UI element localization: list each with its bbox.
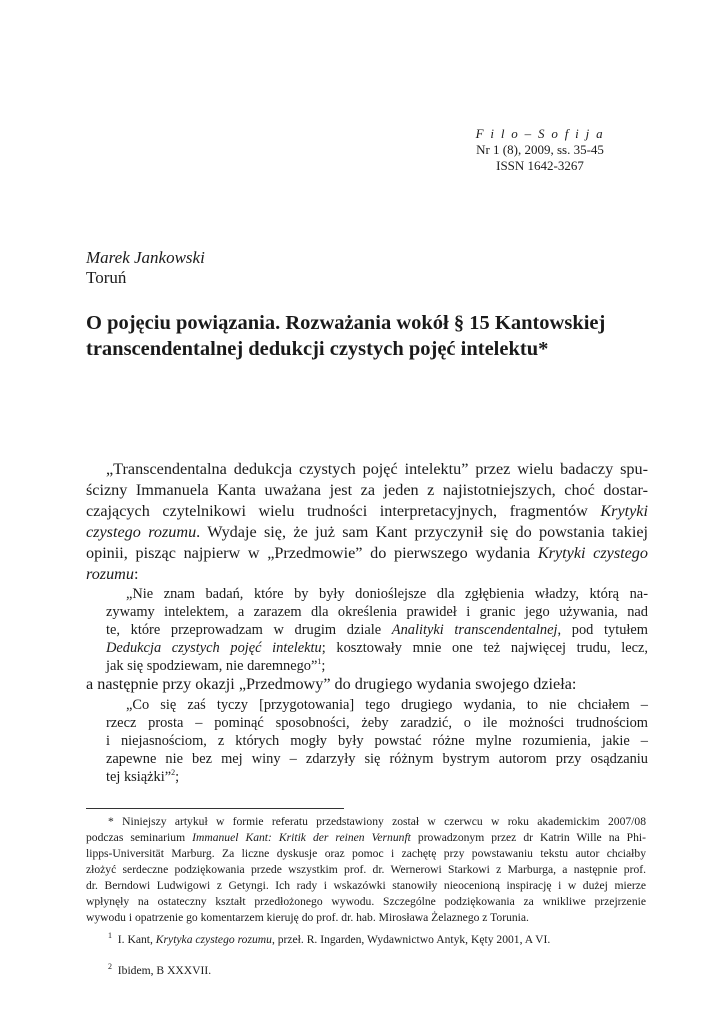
quote1-line-1 xyxy=(106,585,648,603)
fn-star-line-7 xyxy=(86,910,646,926)
intro-line-5 xyxy=(86,543,648,564)
quote1-text-4a: Dedukcja czystych pojęć intelektu xyxy=(106,640,322,656)
footnote-1 xyxy=(86,932,646,948)
footnote-ref-2[interactable]: 2 xyxy=(171,768,176,778)
fn-star-line-6 xyxy=(86,894,646,910)
fn1-number: 1 xyxy=(108,931,112,941)
intro-text-4a: czystego rozumu xyxy=(86,523,197,541)
journal-header xyxy=(440,126,640,174)
intro-text-5b: Krytyki czystego xyxy=(537,544,648,562)
fn2-text: Ibidem, B XXXVII. xyxy=(117,964,212,977)
fn1-line xyxy=(86,932,646,948)
fn2-line xyxy=(86,963,646,979)
fn-star-text-7: wywodu i opatrzenie go komentarzem kieruję do prof. dr. hab. Mirosława Żelaznego z Torunia. xyxy=(86,911,529,924)
quote1-text-5: jak się spodziewam, nie daremnego” xyxy=(106,658,318,674)
footnote-2 xyxy=(86,963,646,979)
quote2-text-1: „Co się zaś tyczy [przygotowania] tego drugiego wydania, to nie chciałem – xyxy=(126,697,648,713)
quote1-text-3b: Analityki transcendentalnej xyxy=(391,622,558,638)
fn-star-text-3: lipps-Universität Marburg. Za liczne dyskusje oraz pomoc i zachętę przy powstawaniu tekstu autor chciałby xyxy=(86,847,646,860)
quote1-text-5-end: ; xyxy=(321,658,326,674)
author-affiliation: Toruń xyxy=(86,268,127,287)
author-block xyxy=(86,248,205,288)
fn1-text-c: , przeł. R. Ingarden, Wydawnictwo Antyk, Kęty 2001, A VI. xyxy=(271,933,551,946)
fn-star-text-6: wpłynęły na ostateczny kształt przedłożonego wywodu. Szczególne podziękowania za wnikliwe przejrzenie xyxy=(86,895,646,908)
fn-star-line-1 xyxy=(86,814,646,830)
quote2-text-5: tej książki” xyxy=(106,769,172,785)
intro-text-3a: czających czytelnikowi wielu trudności interpretacyjnych, fragmentów xyxy=(86,502,601,520)
intro-text-6a: rozumu xyxy=(86,565,134,583)
quote2-line-3 xyxy=(106,732,648,750)
quote2-line-5 xyxy=(106,768,648,786)
quote1-text-3c: , pod tytułem xyxy=(557,622,649,638)
fn1-text-b: Krytyka czystego rozumu xyxy=(155,933,272,946)
intro-line-1 xyxy=(86,459,648,480)
block-quote-2 xyxy=(86,696,648,786)
quote2-text-5-end: ; xyxy=(175,769,180,785)
footnote-divider xyxy=(86,808,344,809)
intro-text-2: ścizny Immanuela Kanta uważana jest za jeden z najistotniejszych, choć dostar- xyxy=(86,481,648,499)
quote1-text-3a: te, które przeprowadzam w drugim dziale xyxy=(106,622,392,638)
quote2-line-4 xyxy=(106,750,648,768)
block-quote-1 xyxy=(86,585,648,675)
fn-star-line-2 xyxy=(86,830,646,846)
intro-line-6 xyxy=(86,564,648,585)
quote2-text-2: rzecz prosta – pominąć sposobności, żeby zaradzić, o ile możności trudnościom xyxy=(106,715,648,731)
fn-star-text-1: * Niniejszy artykuł w formie referatu przedstawiony został w czerwcu w roku akademickim 2007/08 xyxy=(108,815,646,828)
quote2-text-4: zapewne nie bez mej winy – zdarzyły się różnym bystrym autorom przy osądzaniu xyxy=(106,751,648,767)
title-line-1: O pojęciu powiązania. Rozważania wokół § 15 Kantowskiej xyxy=(86,312,606,334)
intro-text-5a: opinii, pisząc najpierw w „Przedmowie” do pierwszego wydania xyxy=(86,544,538,562)
quote1-text-1: „Nie znam badań, które by były donioślejsze dla zgłębienia władzy, którą na- xyxy=(126,586,648,602)
bridge-paragraph xyxy=(86,674,648,695)
footnote-star xyxy=(86,814,646,926)
quote2-line-2 xyxy=(106,714,648,732)
quote2-text-3: i niejasnościom, z których mogły były powstać różne mylne rozumienia, jakie – xyxy=(106,733,648,749)
article-title xyxy=(86,310,646,362)
intro-text-1: „Transcendentalna dedukcja czystych pojęć intelektu” przez wielu badaczy spu- xyxy=(106,460,648,478)
quote1-line-5 xyxy=(106,657,648,675)
fn-star-text-2c: prowadzonym przez dr Katrin Wille na Phi- xyxy=(410,831,646,844)
bridge-line: a następnie przy okazji „Przedmowy” do drugiego wydania swojego dzieła: xyxy=(86,675,577,693)
intro-line-4 xyxy=(86,522,648,543)
intro-text-4b: . Wydaje się, że już sam Kant przyczynił się do powstania takiej xyxy=(196,523,649,541)
fn-star-text-5: dr. Berndowi Ludwigowi z Getyngi. Ich rady i wskazówki stanowiły nieocenioną inspirację i w dużej mierze xyxy=(86,879,646,892)
fn1-text-a: I. Kant, xyxy=(117,933,156,946)
intro-line-3 xyxy=(86,501,648,522)
footnote-ref-1[interactable]: 1 xyxy=(317,657,322,667)
fn-star-line-5 xyxy=(86,878,646,894)
quote1-text-2: zywamy intelektem, a zarazem dla określenia prawideł i granic jego używania, nad xyxy=(106,604,648,620)
fn-star-text-2b: Immanuel Kant: Kritik der reinen Vernunft xyxy=(192,831,411,844)
intro-text-6b: : xyxy=(133,565,139,583)
author-name: Marek Jankowski xyxy=(86,248,205,267)
fn-star-text-2a: podczas seminarium xyxy=(86,831,193,844)
fn2-number: 2 xyxy=(108,962,112,972)
journal-issue: Nr 1 (8), 2009, ss. 35-45 xyxy=(476,142,604,157)
intro-line-2 xyxy=(86,480,648,501)
fn-star-line-3 xyxy=(86,846,646,862)
quote1-line-4 xyxy=(106,639,648,657)
journal-issn: ISSN 1642-3267 xyxy=(496,158,584,173)
quote2-line-1 xyxy=(106,696,648,714)
intro-paragraph xyxy=(86,459,648,585)
quote1-line-2 xyxy=(106,603,648,621)
quote1-text-4b: ; kosztowały mnie one też najwięcej trudu, lecz, xyxy=(321,640,648,656)
quote1-line-3 xyxy=(106,621,648,639)
journal-name: F i l o – S o f i j a xyxy=(475,126,605,141)
fn-star-line-4 xyxy=(86,862,646,878)
intro-text-3b: Krytyki xyxy=(600,502,648,520)
fn-star-text-4: złożyć serdeczne podziękowania przede wszystkim prof. dr. Wernerowi Starkowi z Marburga, a następnie prof. xyxy=(86,863,646,876)
title-line-2: transcendentalnej dedukcji czystych pojęć intelektu* xyxy=(86,338,549,360)
